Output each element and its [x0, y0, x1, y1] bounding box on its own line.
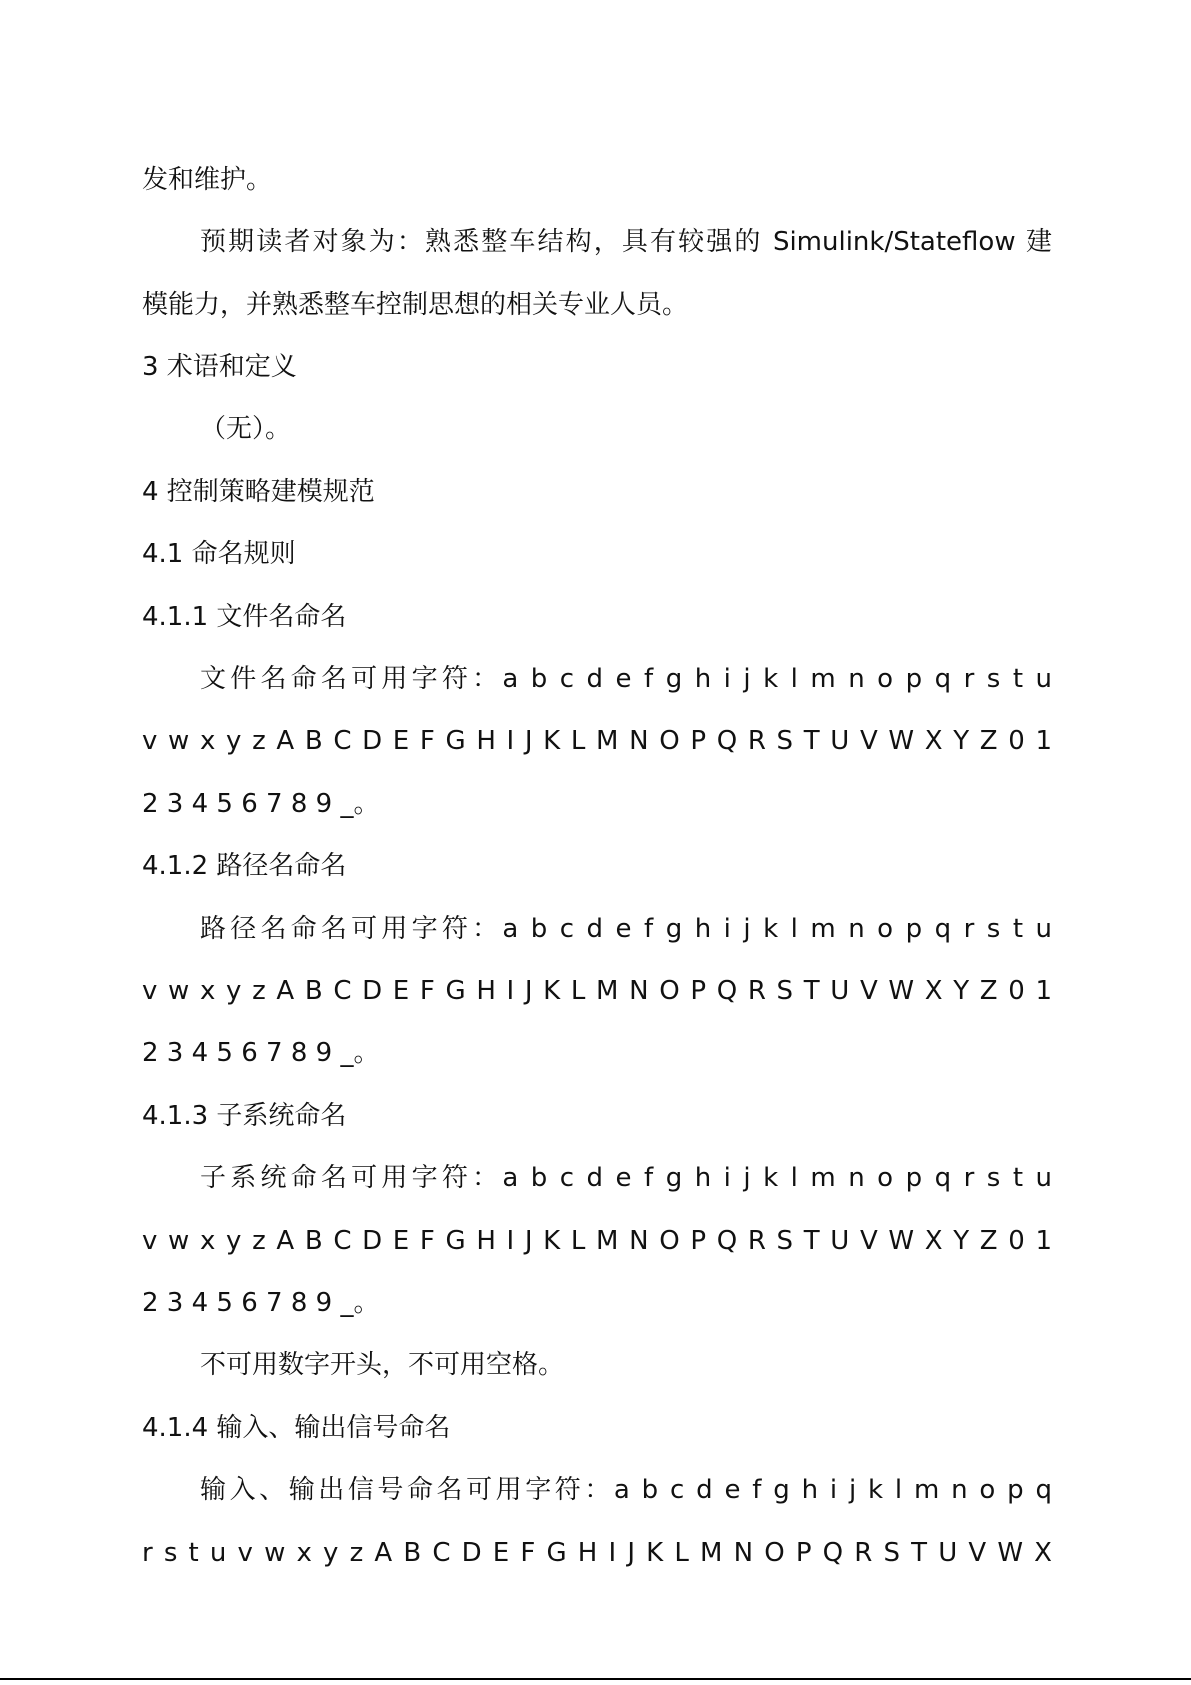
bottom-border-rule [0, 1678, 1191, 1680]
section-heading: 4 控制策略建模规范 [142, 477, 375, 507]
body-text-line: 2 3 4 5 6 7 8 9 _。 [142, 789, 380, 819]
body-text-line: （无）。 [200, 414, 292, 444]
body-text-line: 模能力，并熟悉整车控制思想的相关专业人员。 [142, 290, 689, 320]
body-text-line: v w x y z A B C D E F G H I J K L M N O P Q R S T U V W X Y Z 0 1 [142, 976, 1052, 1006]
section-heading: 4.1.3 子系统命名 [142, 1101, 347, 1131]
body-text-line: 不可用数字开头，不可用空格。 [200, 1350, 565, 1380]
body-text-line: 子系统命名可用字符：a b c d e f g h i j k l m n o p q r s t u [200, 1163, 1052, 1193]
body-text-line: 2 3 4 5 6 7 8 9 _。 [142, 1038, 380, 1068]
body-text-line: 预期读者对象为：熟悉整车结构，具有较强的 Simulink/Stateflow 建 [200, 227, 1052, 257]
body-text-line: 发和维护。 [142, 165, 273, 195]
section-heading: 3 术语和定义 [142, 352, 297, 382]
section-heading: 4.1.2 路径名命名 [142, 851, 347, 881]
section-heading: 4.1 命名规则 [142, 539, 296, 569]
body-text-line: 路径名命名可用字符：a b c d e f g h i j k l m n o p q r s t u [200, 914, 1052, 944]
section-heading: 4.1.1 文件名命名 [142, 602, 347, 632]
body-text-line: v w x y z A B C D E F G H I J K L M N O P Q R S T U V W X Y Z 0 1 [142, 726, 1052, 756]
body-text-line: r s t u v w x y z A B C D E F G H I J K L M N O P Q R S T U V W X [142, 1538, 1052, 1568]
body-text-line: 2 3 4 5 6 7 8 9 _。 [142, 1288, 380, 1318]
section-heading: 4.1.4 输入、输出信号命名 [142, 1413, 451, 1443]
body-text-line: 输入、输出信号命名可用字符：a b c d e f g h i j k l m n o p q [200, 1475, 1052, 1505]
body-text-line: 文件名命名可用字符：a b c d e f g h i j k l m n o p q r s t u [200, 664, 1052, 694]
body-text-line: v w x y z A B C D E F G H I J K L M N O P Q R S T U V W X Y Z 0 1 [142, 1226, 1052, 1256]
